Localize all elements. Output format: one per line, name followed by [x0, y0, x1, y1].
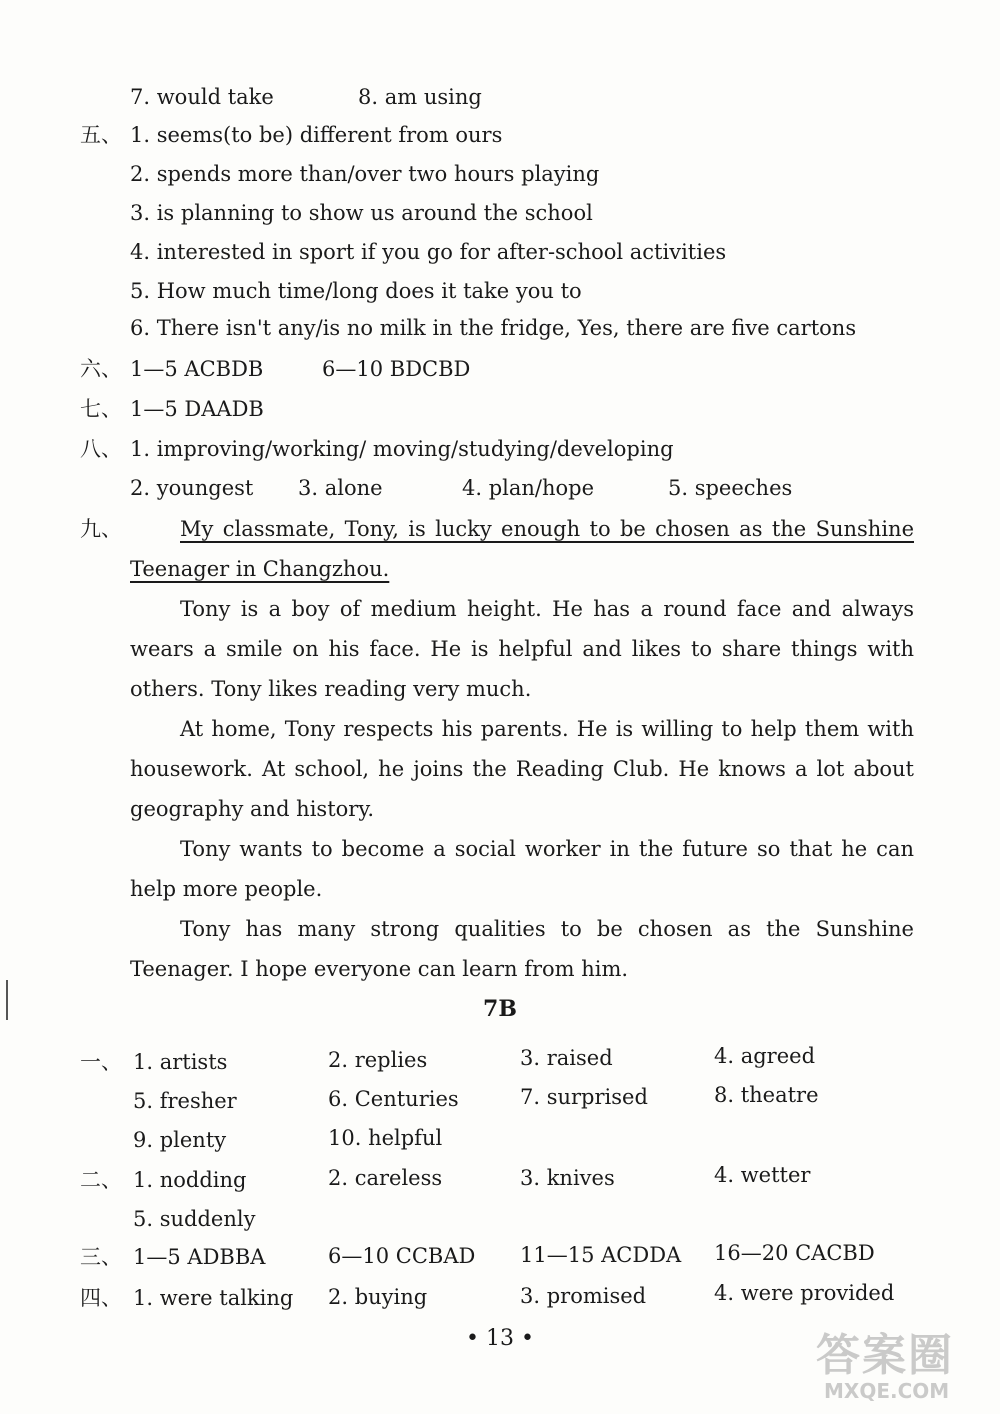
answer-item: 4. plan/hope [462, 476, 595, 500]
section-marker: 八、 [80, 437, 122, 461]
answer-item: 10. helpful [328, 1126, 443, 1150]
section-marker: 一、 [80, 1050, 122, 1074]
page-number: • 13 • [466, 1326, 534, 1351]
section-marker: 三、 [80, 1245, 122, 1269]
section-title: 7B [483, 996, 517, 1022]
answer-item: 6—10 BDCBD [322, 357, 471, 381]
section-marker: 九、 [80, 517, 122, 541]
answer-item: 3. alone [298, 476, 383, 500]
answer-item: 3. knives [520, 1166, 615, 1190]
answer-item: 6—10 CCBAD [328, 1244, 476, 1268]
answer-item: 6. Centuries [328, 1087, 459, 1111]
scan-margin-mark [6, 980, 8, 1020]
answer-item: 1. were talking [133, 1286, 294, 1310]
answer-item: 1. artists [133, 1050, 228, 1074]
answer-item: 6. There isn't any/is no milk in the fridge, Yes, there are five cartons [130, 316, 857, 340]
answer-item: 5. fresher [133, 1089, 237, 1113]
section-marker: 七、 [80, 397, 122, 421]
answer-item: 9. plenty [133, 1128, 227, 1152]
section-marker: 五、 [80, 123, 122, 147]
answer-item: 1—5 ACBDB [130, 357, 264, 381]
essay-paragraph: Tony wants to become a social worker in the future so that he can help more people. [130, 837, 914, 901]
answer-item: 3. is planning to show us around the school [130, 201, 593, 225]
essay-paragraph: Tony is a boy of medium height. He has a round face and always wears a smile on his face. He is helpful and likes to share things with others. Tony likes reading very much. [130, 597, 914, 701]
answer-item: 2. careless [328, 1166, 443, 1190]
answer-item: 4. wetter [714, 1163, 811, 1187]
watermark-en: MXQE.COM [824, 1379, 950, 1403]
section-marker: 二、 [80, 1168, 122, 1192]
essay-title-text: My classmate, Tony, is lucky enough to be chosen as the Sunshine Teenager in Changzhou. [130, 517, 914, 581]
answer-item: 5. How much time/long does it take you to [130, 279, 582, 303]
essay-title [130, 509, 914, 589]
answer-item: 7. would take [130, 85, 274, 109]
answer-item: 2. buying [328, 1285, 428, 1309]
answer-item: 4. interested in sport if you go for after-school activities [130, 240, 727, 264]
answer-item: 2. youngest [130, 476, 254, 500]
answer-item: 8. theatre [714, 1083, 819, 1107]
essay-paragraph: Tony has many strong qualities to be chosen as the Sunshine Teenager. I hope everyone can learn from him. [130, 917, 914, 981]
answer-item: 1—5 ADBBA [133, 1245, 266, 1269]
answer-item: 5. suddenly [133, 1207, 256, 1231]
answer-item: 5. speeches [668, 476, 793, 500]
answer-item: 1. seems(to be) different from ours [130, 123, 503, 147]
section-marker: 四、 [80, 1286, 122, 1310]
answer-item: 8. am using [358, 85, 482, 109]
answer-item: 4. agreed [714, 1044, 816, 1068]
answer-item: 2. replies [328, 1048, 428, 1072]
watermark-logo [816, 1332, 986, 1404]
answer-item: 1. improving/working/ moving/studying/developing [130, 437, 674, 461]
answer-item: 2. spends more than/over two hours playing [130, 162, 600, 186]
watermark-cn: 答案圈 [816, 1330, 954, 1381]
answer-item: 4. were provided [714, 1281, 895, 1305]
essay-paragraph: At home, Tony respects his parents. He is willing to help them with housework. At school, he joins the Reading Club. He knows a lot about geography and history. [130, 717, 914, 821]
answer-item: 1. nodding [133, 1168, 247, 1192]
section-marker: 六、 [80, 357, 122, 381]
answer-item: 7. surprised [520, 1085, 648, 1109]
answer-item: 1—5 DAADB [130, 397, 264, 421]
answer-item: 16—20 CACBD [714, 1241, 875, 1265]
answer-item: 3. promised [520, 1284, 647, 1308]
answer-item: 3. raised [520, 1046, 613, 1070]
answer-item: 11—15 ACDDA [520, 1243, 682, 1267]
